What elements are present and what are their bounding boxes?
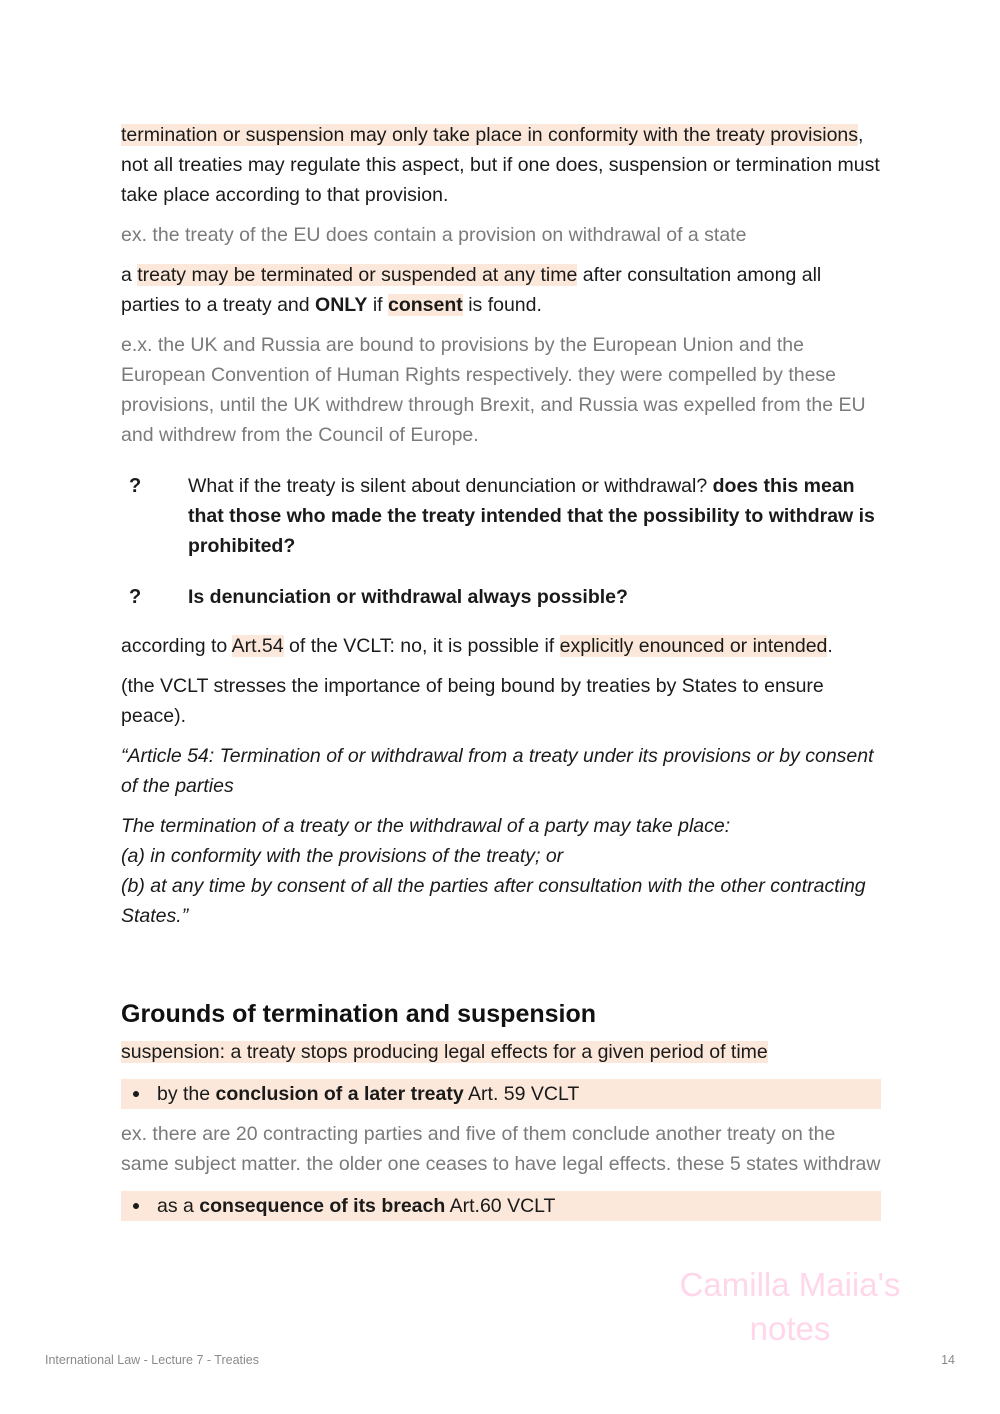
example-20-parties: ex. there are 20 contracting parties and five of them conclude another treaty on the same subject matter. the older one ceases to have legal effects. these 5 states withdraw [121, 1123, 881, 1175]
bold-text: Is denunciation or withdrawal always possible? [188, 586, 628, 608]
text: if [367, 294, 389, 316]
quote-article54-body [121, 811, 881, 931]
text: as a [157, 1195, 200, 1217]
paragraph-vclt-peace: (the VCLT stresses the importance of being bound by treaties by States to ensure peace). [121, 675, 824, 727]
paragraph-art54 [121, 631, 881, 661]
question-mark-icon: ? [129, 586, 142, 608]
page-content [121, 120, 881, 1231]
bold-text: does this mean that those who made the treaty intended that the possibility to withdraw is prohibited? [188, 475, 875, 557]
text: a [121, 264, 138, 286]
quote-line: (b) at any time by consent of all the parties after consultation with the other contracting States.” [121, 875, 866, 927]
paragraph-suspension-definition [121, 1037, 881, 1067]
question-always-possible [121, 582, 881, 612]
paragraph-treaty-provisions [121, 120, 881, 210]
bullet-breach [121, 1191, 881, 1221]
watermark: Camilla Maiia's notes [679, 1266, 901, 1347]
question-mark-icon: ? [129, 475, 142, 497]
bold-text: consequence of its breach [199, 1195, 446, 1217]
example-eu-withdrawal: ex. the treaty of the EU does contain a provision on withdrawal of a state [121, 224, 747, 246]
text: What if the treaty is silent about denunciation or withdrawal? [188, 475, 713, 497]
bullet-dot-icon [133, 1203, 139, 1209]
text: is found. [462, 294, 542, 316]
text: . [827, 635, 833, 657]
text: , not all treaties may regulate this aspect, but if one does, suspension or termination must take place according to that provision. [121, 124, 880, 206]
bold-text: ONLY [315, 294, 368, 316]
highlight: Art.54 [231, 635, 284, 657]
highlight: termination or suspension may only take place in conformity with the treaty provisions [121, 124, 859, 146]
bullet-later-treaty [121, 1079, 881, 1109]
paragraph-consent [121, 260, 881, 320]
text: of the VCLT: no, it is possible if [283, 635, 560, 657]
bullet-dot-icon [133, 1091, 139, 1097]
text: by the [157, 1083, 216, 1105]
section-heading: Grounds of termination and suspension [121, 1000, 597, 1028]
footer-title: International Law - Lecture 7 - Treaties [45, 1353, 260, 1367]
text: after consultation among all parties to a treaty and [121, 264, 822, 316]
example-uk-russia: e.x. the UK and Russia are bound to provisions by the European Union and the European Convention of Human Rights respectively. they were compelled by these provisions, until the UK withdrew through Brexit, and Russia was expelled from the EU and withdrew from the Council of Europe. [121, 334, 866, 446]
quote-line: (a) in conformity with the provisions of the treaty; or [121, 845, 564, 867]
text: Art.60 VCLT [445, 1195, 556, 1217]
bold-text: conclusion of a later treaty [215, 1083, 464, 1105]
quote-line: The termination of a treaty or the withdrawal of a party may take place: [121, 815, 731, 837]
quote-article54-title: “Article 54: Termination of or withdrawal from a treaty under its provisions or by consent of the parties [121, 745, 874, 797]
text: according to [121, 635, 232, 657]
highlight-bold: consent [388, 294, 463, 316]
highlight: treaty may be terminated or suspended at any time [137, 264, 578, 286]
highlight: suspension: a treaty stops producing legal effects for a given period of time [121, 1041, 768, 1063]
text: Art. 59 VCLT [463, 1083, 580, 1105]
highlight: explicitly enounced or intended [559, 635, 828, 657]
question-silent-treaty [121, 471, 881, 561]
page-number: 14 [941, 1353, 955, 1367]
